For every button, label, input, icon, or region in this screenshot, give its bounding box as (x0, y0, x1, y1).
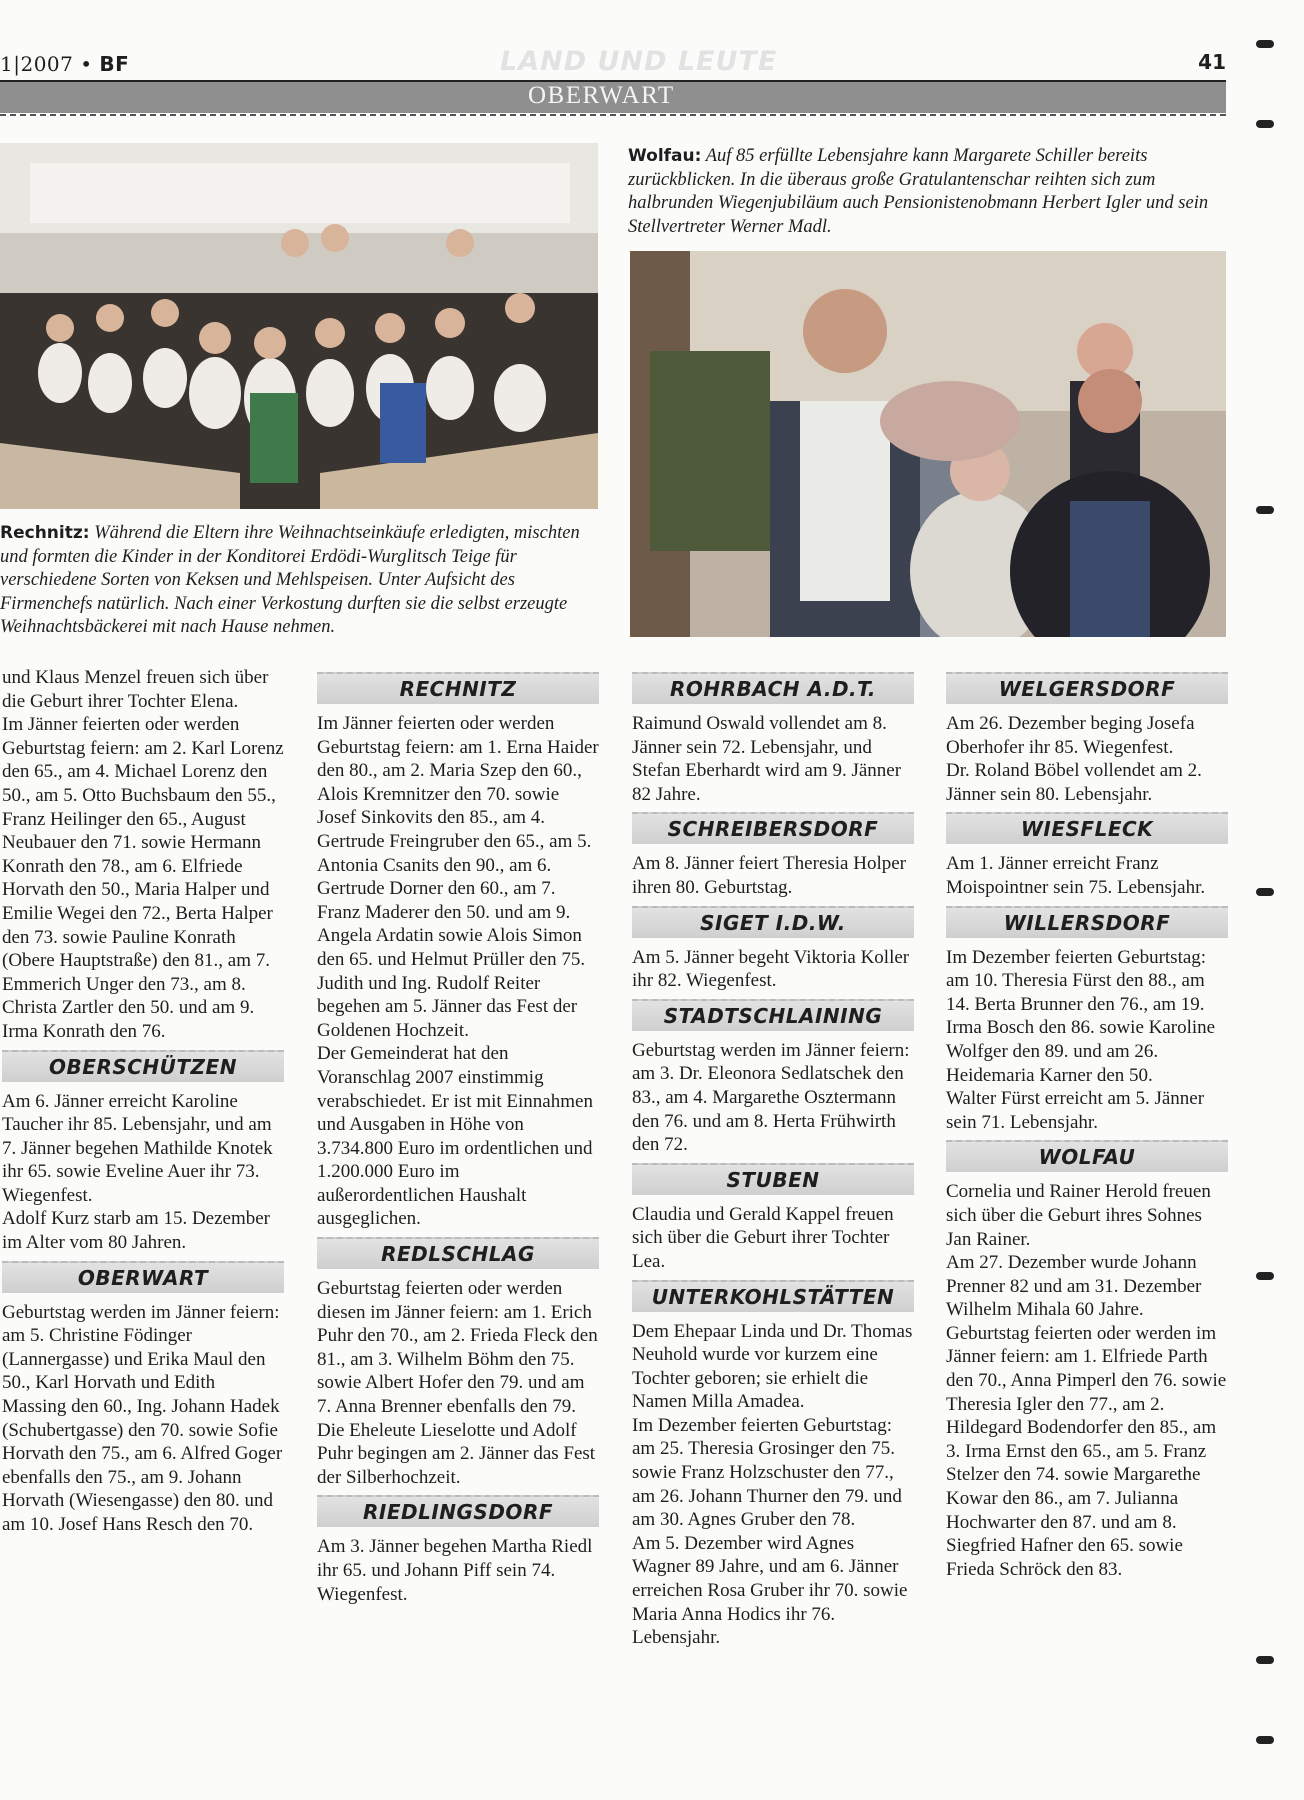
article-paragraph: Im Dezember feierten Geburtstag: am 25. Theresia Grosinger den 75. sowie Franz Holzschuster den 77., am 26. Johann Thurner den 79. und am 30. Agnes Gruber den 78. (632, 1414, 902, 1531)
article-block (632, 812, 914, 899)
article-block (2, 1050, 284, 1255)
wolfau-caption (628, 145, 1226, 239)
article-paragraph: Am 26. Dezember beging Josefa Oberhofer ihr 85. Wiegenfest. (946, 713, 1195, 758)
scan-mark (1256, 506, 1274, 514)
column-2 (317, 666, 599, 1606)
article-paragraph: Walter Fürst erreicht am 5. Jänner sein 71. Lebensjahr. (946, 1088, 1205, 1133)
article-block (632, 1163, 914, 1274)
brand-label: BF (99, 52, 130, 76)
section-heading: OBERWART (2, 1261, 284, 1293)
birthday-photo-image (630, 251, 1226, 637)
article-paragraph: Am 5. Dezember wird Agnes Wagner 89 Jahre, und am 6. Jänner erreichen Rosa Gruber ihr 70. sowie Maria Anna Hodics ihr 76. Lebensjahr. (632, 1532, 908, 1649)
section-heading: SCHREIBERSDORF (632, 812, 914, 844)
section-heading: WILLERSDORF (946, 906, 1228, 938)
article-paragraph: und Klaus Menzel freuen sich über die Geburt ihrer Tochter Elena. (2, 667, 269, 712)
issue-number: 1|2007 • (0, 52, 93, 76)
article-paragraph: Am 6. Jänner erreicht Karoline Taucher ihr 85. Lebensjahr, und am 7. Jänner begehen Mathilde Knotek ihr 65. sowie Eveline Auer ihr 73. Wiegenfest. (2, 1090, 273, 1206)
article-paragraph: Geburtstag feierten oder werden im Jänner feiern: am 1. Elfriede Parth den 70., Anna Pimperl den 76. sowie Theresia Igler den 77., am 2. Hildegard Bodendorfer den 85., am 3. Irma Ernst den 65., am 5. Franz Stelzer den 74. sowie Margarethe Kowar den 86., am 7. Julianna Hochwarter den 87. und am 8. Siegfried Hafner den 65. sowie Frieda Schröck den 83. (946, 1322, 1227, 1580)
section-heading: UNTERKOHLSTÄTTEN (632, 1280, 914, 1312)
article-block (632, 672, 914, 806)
article-block (2, 1261, 284, 1537)
section-heading: OBERSCHÜTZEN (2, 1050, 284, 1082)
section-heading: WIESFLECK (946, 812, 1228, 844)
column-1 (2, 666, 284, 1537)
article-block (632, 999, 914, 1157)
article-paragraph: Claudia und Gerald Kappel freuen sich über die Geburt ihrer Tochter Lea. (632, 1203, 894, 1272)
section-heading: RIEDLINGSDORF (317, 1495, 599, 1527)
bakery-photo (0, 143, 598, 509)
article-block (946, 672, 1228, 806)
rechnitz-caption (0, 522, 598, 640)
caption-text: Auf 85 erfüllte Lebensjahre kann Margarete Schiller bereits zurückblicken. In die überaus große Gratulantenschar reihten sich zum halbrunden Wiegenjubiläum auch Pensionistenobmann Herbert Igler und sein Stellvertreter Werner Madl. (628, 146, 1209, 237)
section-heading: STADTSCHLAINING (632, 999, 914, 1031)
article-paragraph: Adolf Kurz starb am 15. Dezember im Alter vom 80 Jahren. (2, 1208, 271, 1254)
article-block (317, 1495, 599, 1606)
scan-mark (1256, 1656, 1274, 1664)
article-block (946, 812, 1228, 899)
region-band (0, 80, 1226, 113)
article-paragraph: Am 5. Jänner begeht Viktoria Koller ihr 82. Wiegenfest. (632, 946, 910, 992)
article-paragraph: Am 1. Jänner erreicht Franz Moispointner sein 75. Lebensjahr. (946, 853, 1206, 898)
article-block (946, 1140, 1228, 1581)
section-heading: RECHNITZ (317, 672, 599, 704)
article-paragraph: Am 3. Jänner begehen Martha Riedl ihr 65. und Johann Piff sein 74. Wiegenfest. (317, 1536, 593, 1605)
section-heading: STUBEN (632, 1163, 914, 1195)
article-block (632, 906, 914, 993)
article-paragraph: Dem Ehepaar Linda und Dr. Thomas Neuhold wurde vor kurzem eine Tochter geboren; sie erhielt die Namen Milla Amadea. (632, 1320, 913, 1413)
scan-mark (1256, 1272, 1274, 1280)
article-paragraph: Raimund Oswald vollendet am 8. Jänner sein 72. Lebensjahr, und Stefan Eberhardt wird am 9. Jänner 82 Jahre. (632, 713, 902, 805)
article-paragraph: Dr. Roland Böbel vollendet am 2. Jänner sein 80. Lebensjahr. (946, 760, 1202, 805)
section-heading: SIGET I.D.W. (632, 906, 914, 938)
page-number: 41 (1198, 50, 1226, 74)
article-paragraph: Geburtstag werden im Jänner feiern: am 3. Dr. Eleonora Sedlatschek den 83., am 4. Margarethe Osztermann den 76. und am 8. Herta Frühwirth den 72. (632, 1039, 910, 1156)
article-block (317, 1237, 599, 1489)
article-paragraph: Die Eheleute Lieselotte und Adolf Puhr begingen am 2. Jänner das Fest der Silberhochzeit. (317, 1419, 596, 1488)
birthday-photo (630, 251, 1226, 637)
region-title: OBERWART (528, 82, 675, 109)
article-block (317, 672, 599, 1231)
article-paragraph: Der Gemeinderat hat den Voranschlag 2007 einstimmig verabschiedet. Er ist mit Einnahmen und Ausgaben in Höhe von 3.734.800 Euro im ordentlichen und 1.200.000 Euro im außerordentlichen Haushalt ausgeglichen. (317, 1043, 593, 1230)
article-paragraph: Im Dezember feierten Geburtstag: am 10. Theresia Fürst den 88., am 14. Berta Brunner den 76., am 19. Irma Bosch den 86. sowie Karoline Wolfger den 89. und am 26. Heidemaria Karner den 50. (946, 946, 1216, 1086)
caption-text: Während die Eltern ihre Weihnachtseinkäufe erledigten, mischten und formten die Kinder in der Konditorei Erdödi-Wurglitsch Teige für verschiedene Sorten von Keksen und Mehlspeisen. Unter Aufsicht des Firmenchefs natürlich. Nach einer Verkostung durften sie die selbst erzeugte Weihnachtsbäckerei mit nach Hause nehmen. (0, 523, 580, 637)
caption-place: Rechnitz: (0, 523, 90, 543)
scan-mark (1256, 1736, 1274, 1744)
article-block (2, 666, 284, 1044)
section-heading: ROHRBACH A.D.T. (632, 672, 914, 704)
article-block (632, 1280, 914, 1650)
section-heading: WOLFAU (946, 1140, 1228, 1172)
article-paragraph: Im Jänner feierten oder werden Geburtstag feiern: am 1. Erna Haider den 80., am 2. Maria Szep den 60., Alois Kremnitzer den 70. sowie Josef Sinkovits den 85., am 4. Gertrude Freingruber den 65., am 5. Antonia Csanits den 90., am 6. Gertrude Dorner den 60., am 7. Franz Maderer den 50. und am 9. Angela Ardatin sowie Alois Simon den 65. und Helmut Prüller den 75. (317, 713, 599, 970)
article-paragraph: Geburtstag feierten oder werden diesen im Jänner feiern: am 1. Erich Puhr den 70., am 2. Frieda Fleck den 81., am 3. Wilhelm Böhm den 75. sowie Albert Hofer den 79. und am 7. Anna Brenner ebenfalls den 79. (317, 1278, 598, 1418)
scan-mark (1256, 40, 1274, 48)
scan-mark (1256, 888, 1274, 896)
article-paragraph: Am 8. Jänner feiert Theresia Holper ihren 80. Geburtstag. (632, 853, 906, 898)
article-paragraph: Cornelia und Rainer Herold freuen sich über die Geburt ihres Sohnes Jan Rainer. (946, 1181, 1211, 1250)
issue-label (0, 52, 129, 76)
article-paragraph: Geburtstag werden im Jänner feiern: am 5. Christine Födinger (Lannergasse) und Erika Maul den 50., Karl Horvath und Edith Massing den 60., Ing. Johann Hadek (Schubertgasse) den 70. sowie Sofie Horvath den 75., am 6. Alfred Goger ebenfalls den 75., am 9. Johann Horvath (Wiesengasse) den 80. und am 10. Josef Hans Resch den 70. (2, 1301, 283, 1535)
page-header (0, 46, 1226, 80)
article-block (946, 906, 1228, 1135)
section-title: LAND UND LEUTE (500, 46, 778, 77)
column-3 (632, 666, 914, 1650)
article-paragraph: Judith und Ing. Rudolf Reiter begehen am 5. Jänner das Fest der Goldenen Hochzeit. (317, 972, 578, 1041)
article-paragraph: Im Jänner feierten oder werden Geburtstag feiern: am 2. Karl Lorenz den 65., am 4. Michael Lorenz den 50., am 5. Otto Buchsbaum den 55., Franz Heilinger den 65., August Neubauer den 71. sowie Hermann Konrath den 78., am 6. Elfriede Horvath den 50., Maria Halper und Emilie Wegei den 72., Berta Halper den 73. sowie Pauline Konrath (Obere Hauptstraße) den 81., am 7. Emmerich Unger den 73., am 8. Christa Zartler den 50. und am 9. Irma Konrath den 76. (2, 714, 284, 1042)
section-heading: REDLSCHLAG (317, 1237, 599, 1269)
section-heading: WELGERSDORF (946, 672, 1228, 704)
header-divider (0, 114, 1226, 116)
column-4 (946, 666, 1228, 1581)
bakery-photo-image (0, 143, 598, 509)
article-paragraph: Am 27. Dezember wurde Johann Prenner 82 und am 31. Dezember Wilhelm Mihala 60 Jahre. (946, 1252, 1202, 1321)
scan-mark (1256, 120, 1274, 128)
caption-place: Wolfau: (628, 146, 702, 166)
